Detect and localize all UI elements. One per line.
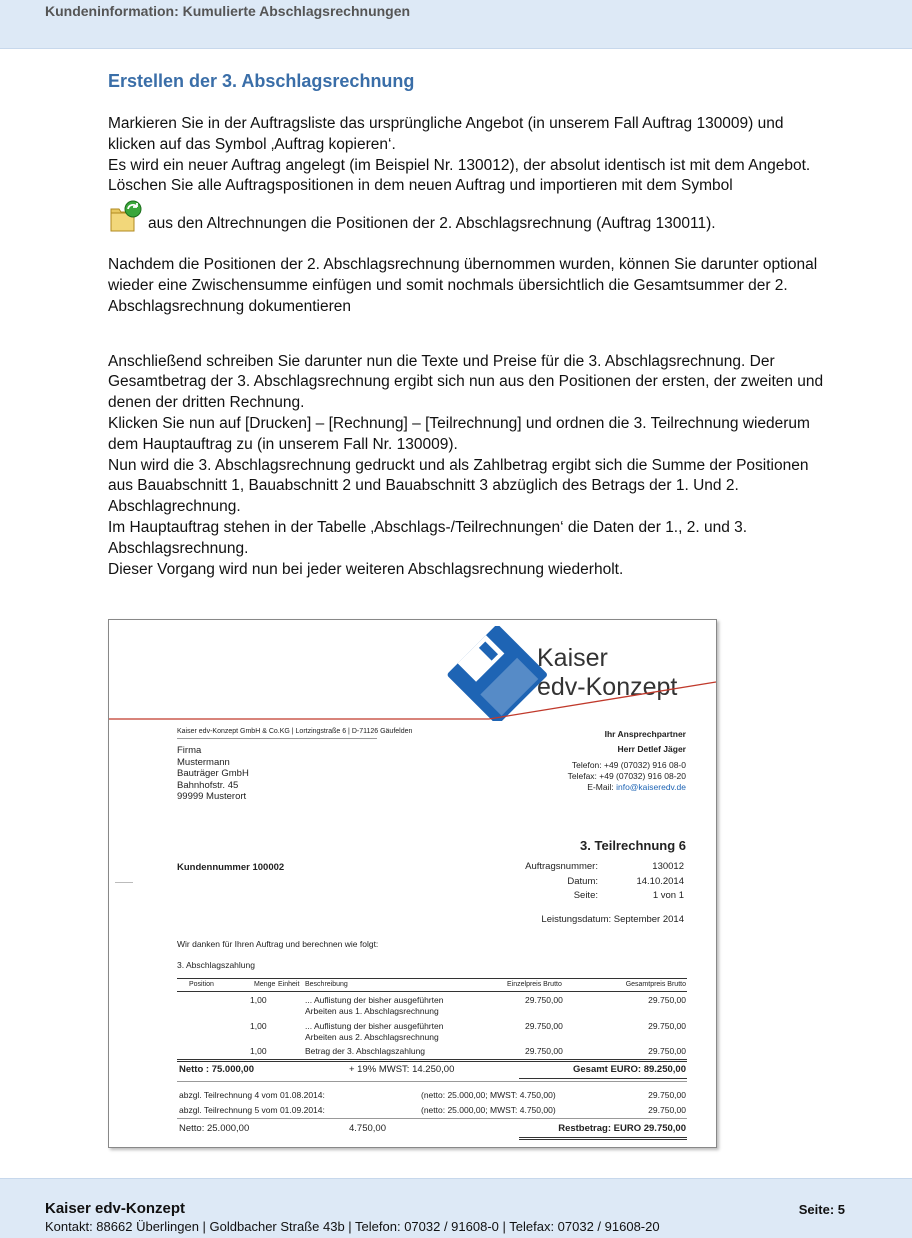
page-footer [0, 1178, 912, 1238]
thanks-line: Wir danken für Ihren Auftrag und berechnen wie folgt: [177, 939, 379, 949]
contact-name: Herr Detlef Jäger [617, 744, 686, 754]
netto-total: Netto : 75.000,00 [179, 1064, 254, 1075]
contact-title: Ihr Ansprechpartner [604, 729, 686, 739]
order-number-value: 130012 [652, 861, 684, 872]
col-menge: Menge [254, 981, 276, 988]
footer-page-number: Seite: 5 [798, 1202, 845, 1217]
customer-number: Kundennummer 100002 [177, 862, 285, 873]
footer-contact: Kontakt: 88662 Überlingen | Goldbacher Straße 43b | Telefon: 07032 / 91608-0 | Telefax: 07032 / 91608-20 [45, 1219, 660, 1234]
row-desc: Arbeiten aus 1. Abschlagsrechnung [305, 1006, 439, 1016]
recipient-block [177, 745, 249, 803]
paragraph-5: Anschließend schreiben Sie darunter nun die Texte und Preise für die 3. Abschlagsrechnung. Der Gesamtbetrag der 3. Abschlagsrechnung ergibt sich nun aus den Positionen der ersten, der zweiten und denen der dritten Rechnung. [108, 352, 824, 412]
row-gesamtpreis: 29.750,00 [648, 1021, 686, 1031]
import-icon-line [108, 199, 828, 235]
recipient-line: Bauträger GmbH [177, 768, 249, 779]
paragraph-9: Dieser Vorgang wird nun bei jeder weiteren Abschlagsrechnung wiederholt. [108, 560, 624, 578]
row-menge: 1,00 [250, 995, 267, 1005]
paragraph-3: Löschen Sie alle Auftragspositionen in dem neuen Auftrag und importieren mit dem Symbol [108, 177, 733, 195]
page-header [0, 0, 912, 49]
row-gesamtpreis: 29.750,00 [648, 1046, 686, 1056]
sender-line: Kaiser edv-Konzept GmbH & Co.KG | Lortzingstraße 6 | D-71126 Gäufelden [177, 728, 413, 735]
deduction-label: abzgl. Teilrechnung 5 vom 01.09.2014: [179, 1105, 325, 1115]
row-einzelpreis: 29.750,00 [525, 1046, 563, 1056]
document-title: 3. Teilrechnung 6 [580, 838, 686, 853]
paragraph-3b: aus den Altrechnungen die Positionen der 2. Abschlagsrechnung (Auftrag 130011). [148, 215, 716, 233]
logo-swoosh-line [109, 678, 716, 728]
deduction-label: abzgl. Teilrechnung 4 vom 01.08.2014: [179, 1090, 325, 1100]
section-label: 3. Abschlagszahlung [177, 960, 255, 970]
deduction-detail: (netto: 25.000,00; MWST: 4.750,00) [421, 1105, 556, 1115]
col-position: Position [189, 981, 214, 988]
contact-email-row [587, 782, 686, 792]
col-einzelpreis: Einzelpreis Brutto [507, 981, 562, 988]
import-from-old-invoices-icon [108, 199, 144, 235]
row-desc: ... Auflistung der bisher ausgeführten [305, 1021, 444, 1031]
final-mwst: 4.750,00 [349, 1123, 386, 1134]
recipient-line: Mustermann [177, 756, 230, 768]
col-gesamtpreis: Gesamtpreis Brutto [625, 981, 686, 988]
deduction-detail: (netto: 25.000,00; MWST: 4.750,00) [421, 1090, 556, 1100]
row-desc: Arbeiten aus 2. Abschlagsrechnung [305, 1032, 439, 1042]
restbetrag: Restbetrag: EURO 29.750,00 [558, 1123, 686, 1134]
paragraph-2: Es wird ein neuer Auftrag angelegt (im Beispiel Nr. 130012), der absolut identisch ist mit dem Angebot. [108, 156, 811, 174]
col-beschreibung: Beschreibung [305, 981, 348, 988]
header-title: Kundeninformation: Kumulierte Abschlagsrechnungen [45, 3, 411, 19]
logo-text-edv-konzept: edv-Konzept [537, 673, 678, 701]
order-number-label: Auftragsnummer: [525, 861, 598, 872]
email-link: info@kaiseredv.de [616, 782, 686, 792]
row-gesamtpreis: 29.750,00 [648, 995, 686, 1005]
recipient-line: 99999 Musterort [177, 791, 247, 802]
paragraph-7: Nun wird die 3. Abschlagsrechnung gedruckt und als Zahlbetrag ergibt sich die Summe der Positionen aus Bauabschnitt 1, Bauabschnitt 2 und Bauabschnitt 3 abzüglich des Betrags der 1. Und 2. Abschlagrechnung. [108, 456, 809, 516]
row-einzelpreis: 29.750,00 [525, 1021, 563, 1031]
row-einzelpreis: 29.750,00 [525, 995, 563, 1005]
contact-fax: Telefax: +49 (07032) 916 08-20 [567, 771, 686, 781]
page-value: 1 von 1 [652, 890, 684, 901]
email-label: E-Mail: [587, 782, 614, 792]
final-netto: Netto: 25.000,00 [179, 1123, 250, 1134]
contact-phone: Telefon: +49 (07032) 916 08-0 [571, 760, 686, 770]
paragraph-6: Klicken Sie nun auf [Drucken] – [Rechnung] – [Teilrechnung] und ordnen die 3. Teilrechnung wiederum dem Hauptauftrag zu (in unserem Fall Nr. 130009). [108, 414, 810, 453]
row-menge: 1,00 [250, 1046, 267, 1056]
paragraph-4: Nachdem die Positionen der 2. Abschlagsrechnung übernommen wurden, können Sie darunter optional wieder eine Zwischensumme einfügen und somit nochmals übersichtlich die Gesamtsummer der 2. Abschlagsrechnung dokumentieren [108, 256, 818, 315]
mwst-total: + 19% MWST: 14.250,00 [349, 1064, 455, 1075]
section-heading: Erstellen der 3. Abschlagsrechnung [108, 71, 415, 91]
deduction-amount: 29.750,00 [648, 1105, 686, 1115]
logo-text-kaiser: Kaiser [537, 644, 608, 672]
row-desc: ... Auflistung der bisher ausgeführten [305, 995, 444, 1005]
paragraph-8: Im Hauptauftrag stehen in der Tabelle ‚Abschlags-/Teilrechnungen‘ die Daten der 1., 2. und 3. Abschlagsrechnung. [108, 518, 748, 557]
paragraph-1: Markieren Sie in der Auftragsliste das ursprüngliche Angebot (in unserem Fall Auftrag 130009) und klicken auf das Symbol ‚Auftrag kopieren‘. [108, 115, 784, 153]
row-desc: Betrag der 3. Abschlagszahlung [305, 1046, 426, 1056]
gesamt-total: Gesamt EURO: 89.250,00 [572, 1064, 686, 1075]
service-date: Leistungsdatum: September 2014 [541, 914, 684, 925]
recipient-line: Firma [177, 745, 202, 756]
invoice-preview [108, 619, 717, 1148]
col-einheit: Einheit [278, 981, 300, 988]
row-menge: 1,00 [250, 1021, 267, 1031]
footer-company: Kaiser edv-Konzept [45, 1200, 186, 1217]
deduction-amount: 29.750,00 [648, 1090, 686, 1100]
page-label: Seite: [573, 890, 598, 901]
document-body [108, 71, 828, 580]
recipient-line: Bahnhofstr. 45 [177, 779, 239, 791]
date-value: 14.10.2014 [636, 876, 684, 887]
date-label: Datum: [567, 876, 598, 887]
